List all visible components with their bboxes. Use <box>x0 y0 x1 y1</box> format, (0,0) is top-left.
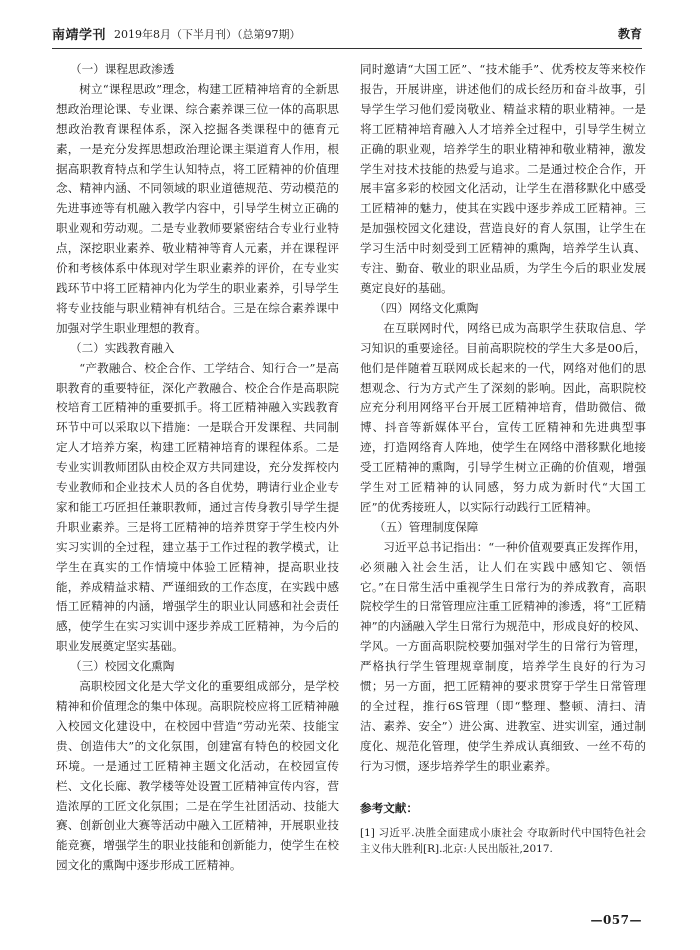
journal-title: 南靖学刊 <box>52 28 107 43</box>
body-paragraph: 同时邀请“大国工匠”、“技术能手”、优秀校友等来校作报告，开展讲座，讲述他们的成长经历和奋斗故事，引导学生学习他们爱岗敬业、精益求精的职业精神。一是将工匠精神培育融入人才培养全过程中，引导学生树立正确的职业观，培养学生的职业精神和敬业精神，激发学生对技术技能的热爱与追求。二是通过校企合作，开展丰富多彩的校园文化活动，让学生在潜移默化中感受工匠精神的魅力，使其在实践中逐步养成工匠精神。三是加强校园文化建设，营造良好的育人氛围，让学生在学习生活中时刻受到工匠精神的熏陶，培养学生认真、专注、勤奋、敬业的职业品质，为学生今后的职业发展奠定良好的基础。 <box>360 62 646 295</box>
subsection-heading: （五）管理制度保障 <box>374 519 479 534</box>
body-paragraph: “产教融合、校企合作、工学结合、知行合一”是高职教育的重要特征，深化产教融合、校企合作是高职院校培育工匠精神的重要抓手。将工匠精神融入实践教育环节中可以采取以下措施：一是联合开发课程、共同制定人才培养方案，构建工匠精神培育的课程体系。二是专业实训教师团队由校企双方共同建设，充分发挥校内专业教师和企业技术人员的各自优势，聘请行业企业专家和能工巧匠担任兼职教师，通过言传身教引导学生提升职业素养。三是将工匠精神的培养贯穿于学生校内外实习实训的全过程，建立基于工作过程的教学模式，让学生在真实的工作情境中体验工匠精神，提高职业技能，养成精益求精、严谨细致的工作态度，在实践中感悟工匠精神的内涵，增强学生的职业认同感和社会责任感，使学生在实习实训中逐步养成工匠精神，为今后的职业发展奠定坚实基础。 <box>56 360 339 654</box>
page-header <box>52 22 642 49</box>
body-paragraph: 树立“课程思政”理念，构建工匠精神培育的全新思想政治理论课、专业课、综合素养课三位一体的高职思想政治教育课程体系，深入挖掘各类课程中的德育元素，一是充分发挥思想政治理论课主渠道育人作用，根据高职教育特点和学生认知特点，将工匠精神的价值理念、精神内涵、不同领域的职业道德规范、劳动模范的先进事迹等有机融入教学内容中，引导学生树立正确的职业观和劳动观。二是专业教师要紧密结合专业行业特点，深挖职业素养、敬业精神等育人元素，并在课程评价和考核体系中体现对学生职业素养的评价，在专业实践环节中将工匠精神内化为学生的职业素养，引导学生将专业技能与职业精神有机结合。三是在综合素养课中加强对学生职业理想的教育。 <box>56 81 339 335</box>
references-heading: 参考文献： <box>360 800 418 815</box>
reference-item: [1] 习近平.决胜全面建成小康社会 夺取新时代中国特色社会主义伟大胜利[R].北京:人民出版社,2017. <box>360 826 646 855</box>
section-label: 教育 <box>617 27 642 41</box>
issue-info: 2019年8月（下半月刊）（总第97期） <box>114 28 301 41</box>
body-paragraph: 在互联网时代，网络已成为高职学生获取信息、学习知识的重要途径。目前高职院校的学生大多是00后，他们是伴随着互联网成长起来的一代，网络对他们的思想观念、行为方式产生了深刻的影响。因此，高职院校应充分利用网络平台开展工匠精神培育，借助微信、微博、抖音等新媒体平台，宣传工匠精神和先进典型事迹，打造网络育人阵地，使学生在网络中潜移默化地接受工匠精神的熏陶，引导学生树立正确的价值观，增强学生对工匠精神的认同感，努力成为新时代“大国工匠”的优秀接班人，以实际行动践行工匠精神。 <box>360 320 646 514</box>
subsection-heading: （三）校园文化熏陶 <box>70 659 175 674</box>
body-paragraph: 习近平总书记指出：“一种价值观要真正发挥作用，必须融入社会生活，让人们在实践中感知它、领悟它。”在日常生活中重视学生日常行为的养成教育，高职院校学生的日常管理应注重工匠精神的渗透，将“工匠精神”的内涵融入学生日常行为规范中，形成良好的校风、学风。一方面高职院校要加强对学生的日常行为管理，严格执行学生管理规章制度，培养学生良好的行为习惯；另一方面，把工匠精神的要求贯穿于学生日常管理的全过程，推行6S管理（即“整理、整顿、清扫、清洁、素养、安全”）进公寓、进教室、进实训室，通过制度化、规范化管理，使学生养成认真细致、一丝不苟的行为习惯，逐步培养学生的职业素养。 <box>360 539 646 773</box>
page-number: —057— <box>590 913 642 927</box>
right-column <box>360 60 646 857</box>
subsection-heading: （二）实践教育融入 <box>70 340 175 355</box>
left-column <box>56 60 339 876</box>
subsection-heading: （四）网络文化熏陶 <box>374 300 479 315</box>
subsection-heading: （一）课程思政渗透 <box>70 62 175 76</box>
body-paragraph: 高职校园文化是大学文化的重要组成部分，是学校精神和价值理念的集中体现。高职院校应将工匠精神融入校园文化建设中，在校园中营造“劳动光荣、技能宝贵、创造伟大”的文化氛围，创建富有特色的校园文化环境。一是通过工匠精神主题文化活动，在校园宣传栏、文化长廊、教学楼等处设置工匠精神宣传内容，营造浓厚的工匠文化氛围；二是在学生社团活动、技能大赛、创新创业大赛等活动中融入工匠精神，开展职业技能竞赛，增强学生的职业技能和创新能力，使学生在校园文化的熏陶中逐步形成工匠精神。 <box>56 679 339 873</box>
